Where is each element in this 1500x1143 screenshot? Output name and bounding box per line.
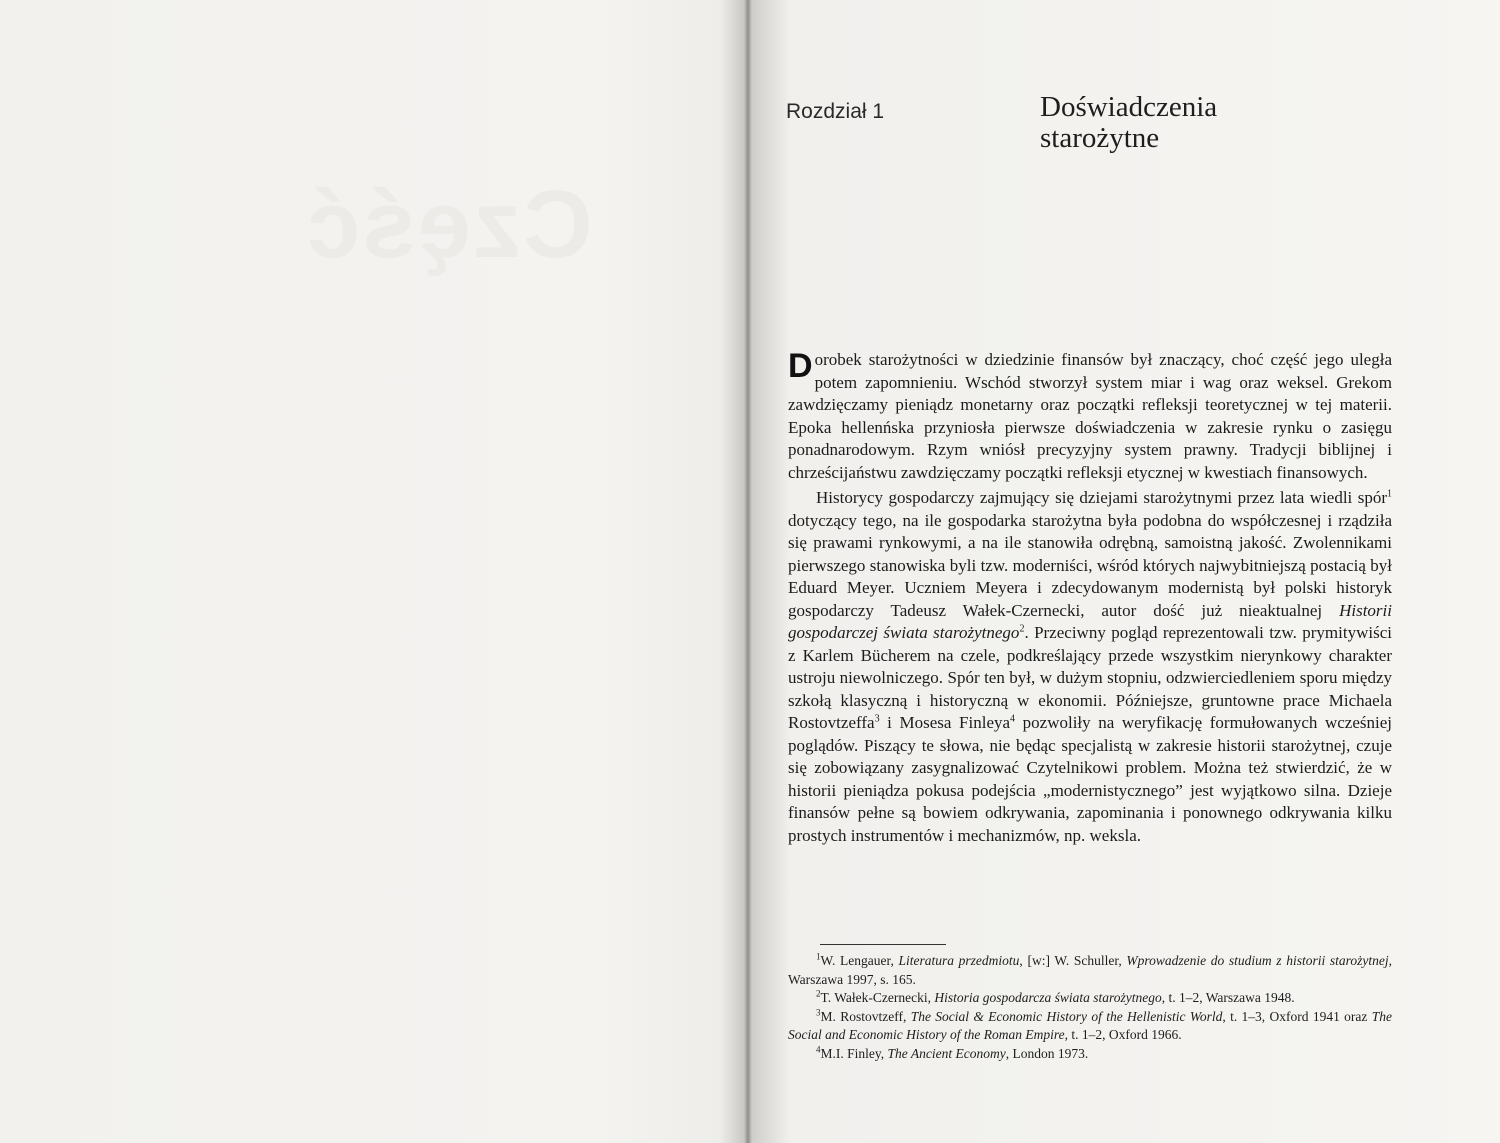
footnote-1 [788,952,1392,989]
left-page [0,0,745,1143]
footnote-marker: 3 [816,1007,821,1017]
footnote-title: Historia gospodarcza świata starożytnego [934,990,1162,1005]
footnote-text: M.I. Finley, [820,1045,888,1061]
footnote-ref-3[interactable]: 3 [874,713,880,725]
paragraph-1-text: orobek starożytności w dziedzinie finansów był znaczący, choć część jego uległa potem zapomnieniu. Wschód stworzył system miar i wag oraz weksel. Grekom zawdzięczamy pieniądz monetarny oraz początki refleksji teoretycznej w tej materii. Epoka hellenńska przyniosła pierwsze doświadczenia w zakresie rynku o zasięgu ponadnarodowym. Rzym wniósł precyzyjny system prawny. Tradycji biblijnej i chrześcijaństwu zawdzięczamy początki refleksji etycznej w kwestiach finansowych. [788,350,1392,482]
chapter-label: Rozdział 1 [786,100,885,123]
footnote-4 [788,1045,1392,1064]
footnote-title: Literatura przedmiotu [898,953,1020,968]
right-page [752,0,1500,1143]
footnote-3 [788,1008,1392,1045]
footnote-marker: 2 [816,988,821,999]
footnote-ref-2[interactable]: 2 [1019,623,1025,635]
footnote-title: The Social & Economic History of the Hellenistic World [910,1008,1223,1024]
footnote-2 [788,989,1392,1008]
footnote-title: Wprowadzenie do studium z historii starożytnej [1126,953,1389,968]
footnote-ref-4[interactable]: 4 [1010,713,1016,725]
footnote-ref-1[interactable]: 1 [1387,488,1392,500]
footnote-title: The Ancient Economy [887,1045,1006,1061]
footnote-text: T. Wałek-Czernecki, [820,990,935,1005]
chapter-title-line-1: Doświadczenia [1040,91,1218,123]
footnote-text: , Warszawa 1997, s. 165. [788,953,1393,987]
footnote-text: W. Lengauer, [820,953,899,968]
footnote-separator [820,944,946,945]
footnote-text: M. Rostovtzeff, [820,1008,911,1024]
body-text [788,349,1392,847]
footnote-text: , t. 1–2, Oxford 1966. [1064,1027,1182,1042]
paragraph-1 [788,349,1392,484]
paragraph-2-text-c: . Przeciwny pogląd reprezentowali tzw. prymitywiści z Karlem Bücherem na czele, podkreślający przede wszystkim nierynkowy charakter ustroju niewolniczego. Spór ten był, w dużym stopniu, odzwierciedleniem sporu między szkołą klasyczną i historyczną w ekonomii. Późniejsze, gruntowne prace Michaela Rostovtzeffa [788,623,1392,732]
paragraph-2-text-e: pozwoliły na weryfikację formułowanych wcześniej poglądów. Piszący te słowa, nie będąc specjalistą w zakresie historii starożytnej, czuje się zobowiązany zasygnalizować Czytelnikowi problem. Można też stwierdzić, że w historii pieniądza pokusa podejścia „modernistycznego” jest wyjątkowo silna. Dzieje finansów pełne są bowiem odkrywania, zapominania i ponownego odkrywania kilku prostych instrumentów i mechanizmów, np. weksla. [788,713,1393,845]
paragraph-2-text-b: dotyczący tego, na ile gospodarka starożytna była podobna do współczesnej i rządziła się prawami rynkowymi, a na ile stanowiła odrębną, samoistną jakość. Zwolennikami pierwszego stanowiska byli tzw. moderniści, wśród których najwybitniejszą postacią był Eduard Meyer. Uczniem Meyera i zdecydowanym modernistą był polski historyk gospodarczy Tadeusz Wałek-Czernecki, autor dość już nieaktualnej [788,510,1392,620]
chapter-title [1040,92,1217,154]
footnote-marker: 4 [816,1044,821,1054]
footnote-text: , t. 1–2, Warszawa 1948. [1161,990,1295,1005]
footnote-text: , London 1973. [1005,1045,1089,1061]
show-through-heading: Część [305,171,593,278]
footnote-text: , [w:] W. Schuller, [1019,953,1127,968]
footnote-title: The Social and Economic History of the Roman Empire [788,1008,1392,1042]
footnote-marker: 1 [816,951,821,962]
footnote-text: , t. 1–3, Oxford 1941 oraz [1222,1008,1372,1024]
drop-cap: D [788,347,813,385]
paragraph-2 [788,487,1392,847]
paragraph-2-text-d: i Mosesa Finleya [879,713,1011,732]
book-title-italic: Historii gospodarczej świata starożytnego [788,600,1392,642]
paragraph-2-text-a: Historycy gospodarczy zajmujący się dziejami starożytnymi przez lata wiedli spór [816,488,1387,507]
chapter-title-line-2: starożytne [1040,122,1160,154]
footnotes [788,952,1392,1063]
